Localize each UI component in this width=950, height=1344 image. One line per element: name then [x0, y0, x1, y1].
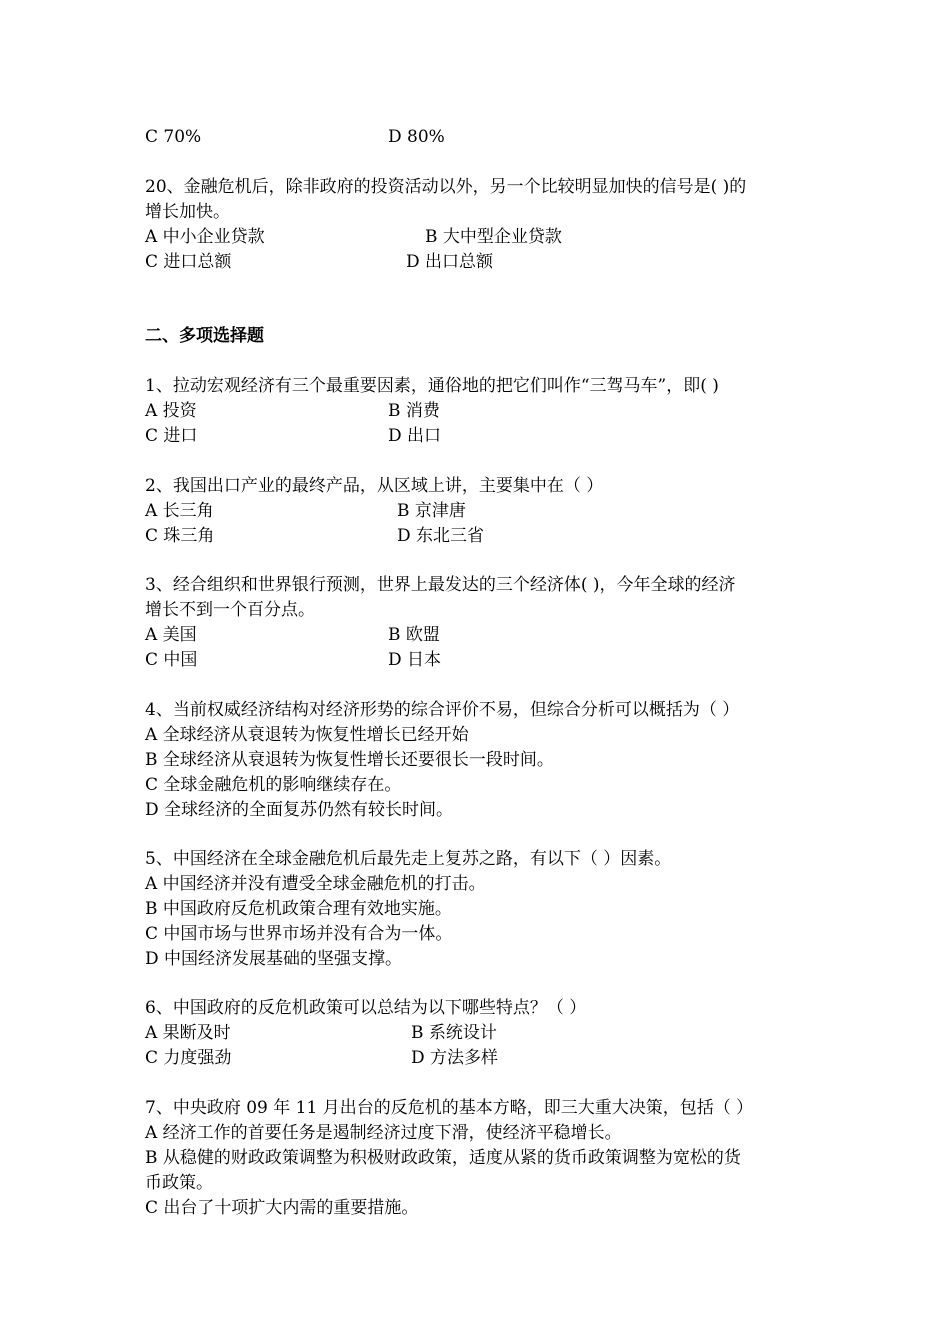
mq3-stem: 3、经合组织和世界银行预测，世界上最发达的三个经济体( )，今年全球的经济 [145, 575, 736, 595]
question-20-option-b: B 大中型企业贷款 [425, 227, 562, 247]
mq5-option-a: A 中国经济并没有遭受全球金融危机的打击。 [145, 874, 486, 894]
mq4-stem: 4、当前权威经济结构对经济形势的综合评价不易，但综合分析可以概括为（ ） [145, 700, 740, 720]
mq6-stem: 6、中国政府的反危机政策可以总结为以下哪些特点？（ ） [145, 998, 587, 1018]
mq7-option-b: B 从稳健的财政政策调整为积极财政政策，适度从紧的货币政策调整为宽松的货 [145, 1148, 741, 1168]
option-c: C 70% [145, 127, 202, 147]
mq1-stem: 1、拉动宏观经济有三个最重要因素，通俗地的把它们叫作“三驾马车”，即( ) [145, 376, 719, 396]
mq5-option-d: D 中国经济发展基础的坚强支撑。 [145, 949, 403, 969]
mq2-option-b: B 京津唐 [397, 501, 466, 521]
mq1-option-a: A 投资 [145, 401, 197, 421]
mq3-option-c: C 中国 [145, 650, 198, 670]
mq2-option-a: A 长三角 [145, 501, 214, 521]
mq4-option-c: C 全球金融危机的影响继续存在。 [145, 775, 402, 795]
option-d: D 80% [388, 127, 445, 147]
mq3-stem-cont: 增长不到一个百分点。 [145, 600, 315, 620]
question-20-option-d: D 出口总额 [406, 252, 494, 272]
mq4-option-d: D 全球经济的全面复苏仍然有较长时间。 [145, 800, 454, 820]
mq6-option-a: A 果断及时 [145, 1023, 231, 1043]
mq5-option-c: C 中国市场与世界市场并没有合为一体。 [145, 924, 453, 944]
mq6-option-b: B 系统设计 [411, 1023, 497, 1043]
mq1-option-d: D 出口 [388, 426, 442, 446]
mq6-option-c: C 力度强劲 [145, 1048, 232, 1068]
mq6-option-d: D 方法多样 [411, 1048, 499, 1068]
mq4-option-b: B 全球经济从衰退转为恢复性增长还要很长一段时间。 [145, 750, 554, 770]
question-20-option-a: A 中小企业贷款 [145, 227, 265, 247]
mq7-option-a: A 经济工作的首要任务是遏制经济过度下滑，使经济平稳增长。 [145, 1123, 622, 1143]
mq7-option-c: C 出台了十项扩大内需的重要措施。 [145, 1198, 419, 1218]
mq3-option-b: B 欧盟 [388, 625, 440, 645]
mq7-stem: 7、中央政府 09 年 11 月出台的反危机的基本方略，即三大重大决策，包括（ ） [145, 1098, 754, 1118]
mq1-option-c: C 进口 [145, 426, 198, 446]
mq3-option-a: A 美国 [145, 625, 197, 645]
mq2-stem: 2、我国出口产业的最终产品，从区域上讲，主要集中在（ ） [145, 476, 604, 496]
section-heading: 二、多项选择题 [145, 326, 264, 346]
question-20-option-c: C 进口总额 [145, 252, 232, 272]
mq7-option-b-cont: 币政策。 [145, 1173, 213, 1193]
question-20-stem: 20、金融危机后，除非政府的投资活动以外，另一个比较明显加快的信号是( )的 [145, 177, 747, 197]
mq5-option-b: B 中国政府反危机政策合理有效地实施。 [145, 899, 452, 919]
mq4-option-a: A 全球经济从衰退转为恢复性增长已经开始 [145, 725, 469, 745]
question-20-stem-cont: 增长加快。 [145, 202, 230, 222]
mq2-option-c: C 珠三角 [145, 526, 215, 546]
mq1-option-b: B 消费 [388, 401, 440, 421]
mq5-stem: 5、中国经济在全球金融危机后最先走上复苏之路，有以下（ ）因素。 [145, 849, 672, 869]
mq3-option-d: D 日本 [388, 650, 442, 670]
mq2-option-d: D 东北三省 [397, 526, 485, 546]
